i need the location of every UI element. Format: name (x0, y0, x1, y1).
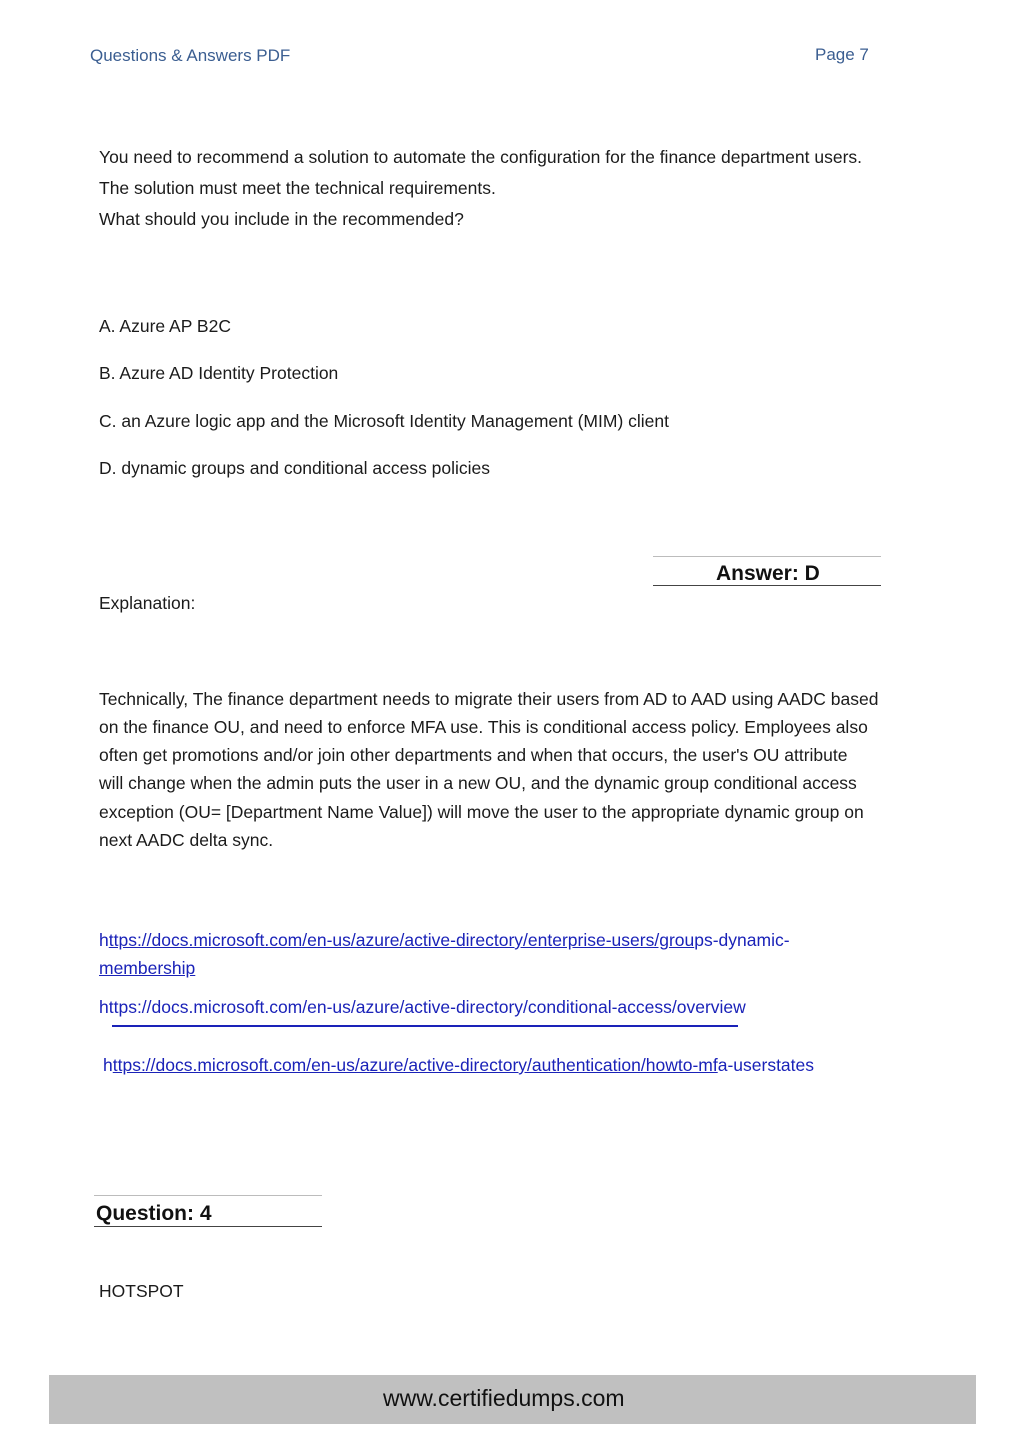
link-underline-bar (112, 1025, 738, 1027)
option-d: D. dynamic groups and conditional access policies (99, 458, 491, 478)
explanation-label: Explanation: (99, 593, 196, 613)
link-suffix[interactable]: a-userstates (717, 1055, 815, 1075)
question-type: HOTSPOT (99, 1281, 184, 1301)
answer-label: Answer: D (716, 562, 820, 585)
link-conditional-access[interactable]: https://docs.microsoft.com/en-us/azure/active-directory/conditional-access/overview (99, 997, 746, 1017)
question-top-rule (94, 1195, 322, 1196)
link-dynamic-membership[interactable] (99, 930, 790, 951)
link-prefix[interactable]: h (103, 1055, 113, 1075)
page-number: Page 7 (815, 45, 869, 64)
explanation-line: Technically, The finance department needs to migrate their users from AD to AAD using AADC based (99, 689, 879, 709)
link-dynamic-membership-cont[interactable] (99, 958, 195, 979)
link-underlined-part[interactable]: ttps://docs.microsoft.com/en-us/azure/active-directory/enterprise-users/grou (108, 930, 695, 950)
link-prefix[interactable]: h (99, 930, 109, 950)
question-line: You need to recommend a solution to automate the configuration for the finance department users. (99, 147, 863, 167)
footer-site[interactable]: www.certifiedumps.com (383, 1385, 625, 1411)
option-a: A. Azure AP B2C (99, 316, 231, 336)
answer-bottom-rule (653, 585, 881, 586)
option-b: B. Azure AD Identity Protection (99, 363, 339, 383)
explanation-line: next AADC delta sync. (99, 830, 274, 850)
explanation-line: will change when the admin puts the user in a new OU, and the dynamic group conditional access (99, 773, 857, 793)
answer-top-rule (653, 556, 881, 557)
question-bottom-rule (94, 1226, 322, 1227)
link-underlined-part[interactable]: ttps://docs.microsoft.com/en-us/azure/active-directory/authentication/howto-mf (112, 1055, 718, 1075)
explanation-line: on the finance OU, and need to enforce MFA use. This is conditional access policy. Employees also (99, 717, 868, 737)
question-line: The solution must meet the technical requirements. (99, 178, 496, 198)
explanation-line: exception (OU= [Department Name Value]) will move the user to the appropriate dynamic group on (99, 802, 864, 822)
header-title: Questions & Answers PDF (90, 46, 291, 65)
question-heading: Question: 4 (96, 1202, 212, 1225)
explanation-line: often get promotions and/or join other departments and when that occurs, the user's OU attribute (99, 745, 848, 765)
link-mfa-userstates[interactable] (103, 1055, 814, 1076)
link-line2[interactable]: membership (99, 958, 196, 978)
question-line: What should you include in the recommended? (99, 209, 464, 229)
option-c: C. an Azure logic app and the Microsoft Identity Management (MIM) client (99, 411, 669, 431)
link-suffix[interactable]: ps-dynamic- (694, 930, 790, 950)
